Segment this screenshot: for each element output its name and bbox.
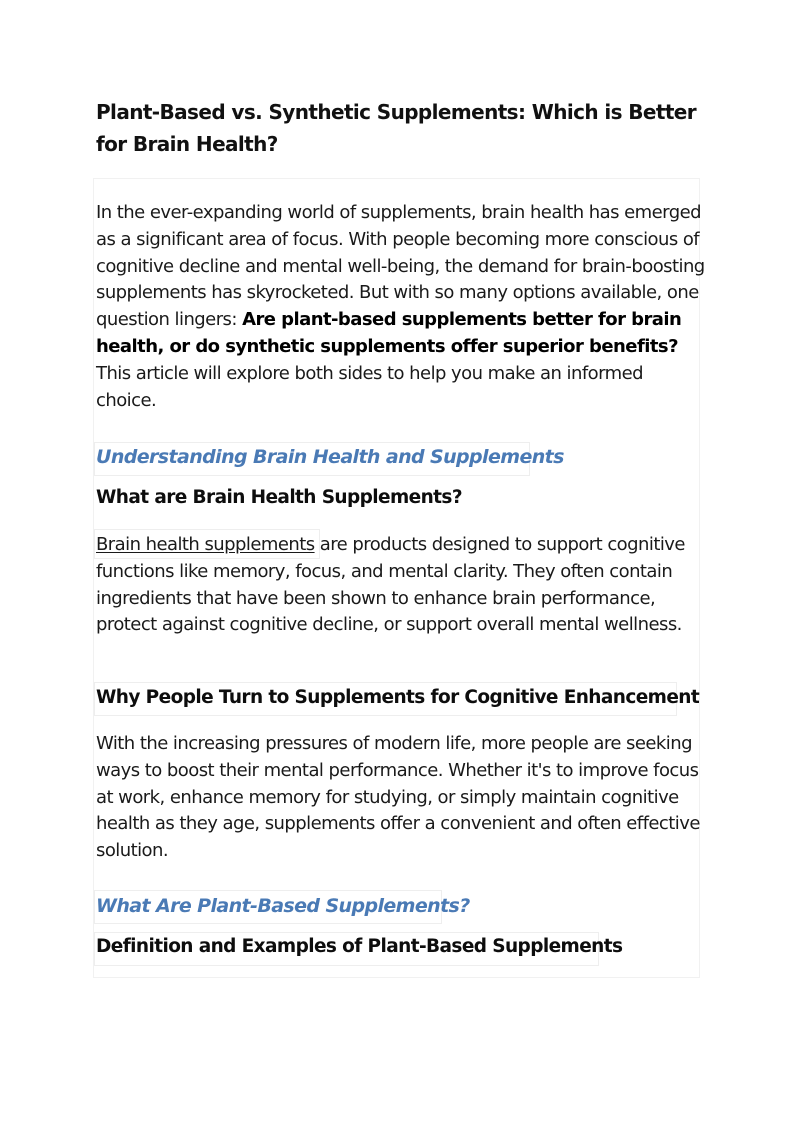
section-heading-plant-based: What Are Plant-Based Supplements? (96, 895, 470, 917)
brain-health-supplements-link[interactable]: Brain health supplements (96, 534, 315, 555)
section-heading-understanding: Understanding Brain Health and Supplements (96, 446, 564, 468)
intro-bold-question: Are plant-based supplements better for brain health, or do synthetic supplements offer superior benefits? (96, 309, 682, 357)
subheading-why-people-turn: Why People Turn to Supplements for Cognitive Enhancement (96, 687, 700, 708)
subheading-what-are-supplements: What are Brain Health Supplements? (96, 487, 462, 508)
paragraph-text: are products designed to support cognitive functions like memory, focus, and mental clarity. They often contain ingredients that have been shown to enhance brain performance, protect against cognitive decline, or support overall mental wellness. (96, 534, 685, 636)
intro-text-end: This article will explore both sides to help you make an informed choice. (96, 362, 644, 411)
intro-paragraph (96, 200, 706, 414)
paragraph-why-people-turn: With the increasing pressures of modern life, more people are seeking ways to boost their mental performance. Whether it's to improve focus at work, enhance memory for studying, or simply maintain cognitive health as they age, supplements offer a convenient and often effective solution. (96, 733, 700, 862)
paragraph-what-are-supplements (96, 532, 706, 639)
page-title: Plant-Based vs. Synthetic Supplements: Which is Better for Brain Health? (96, 100, 697, 156)
intro-text: In the ever-expanding world of supplements, brain health has emerged as a significant area of focus. With people becoming more conscious of cognitive decline and mental well-being, the demand for brain-boosting supplements has skyrocketed. But with so many options available, one question lingers: (96, 202, 705, 331)
subheading-definition-examples: Definition and Examples of Plant-Based Supplements (96, 936, 623, 957)
